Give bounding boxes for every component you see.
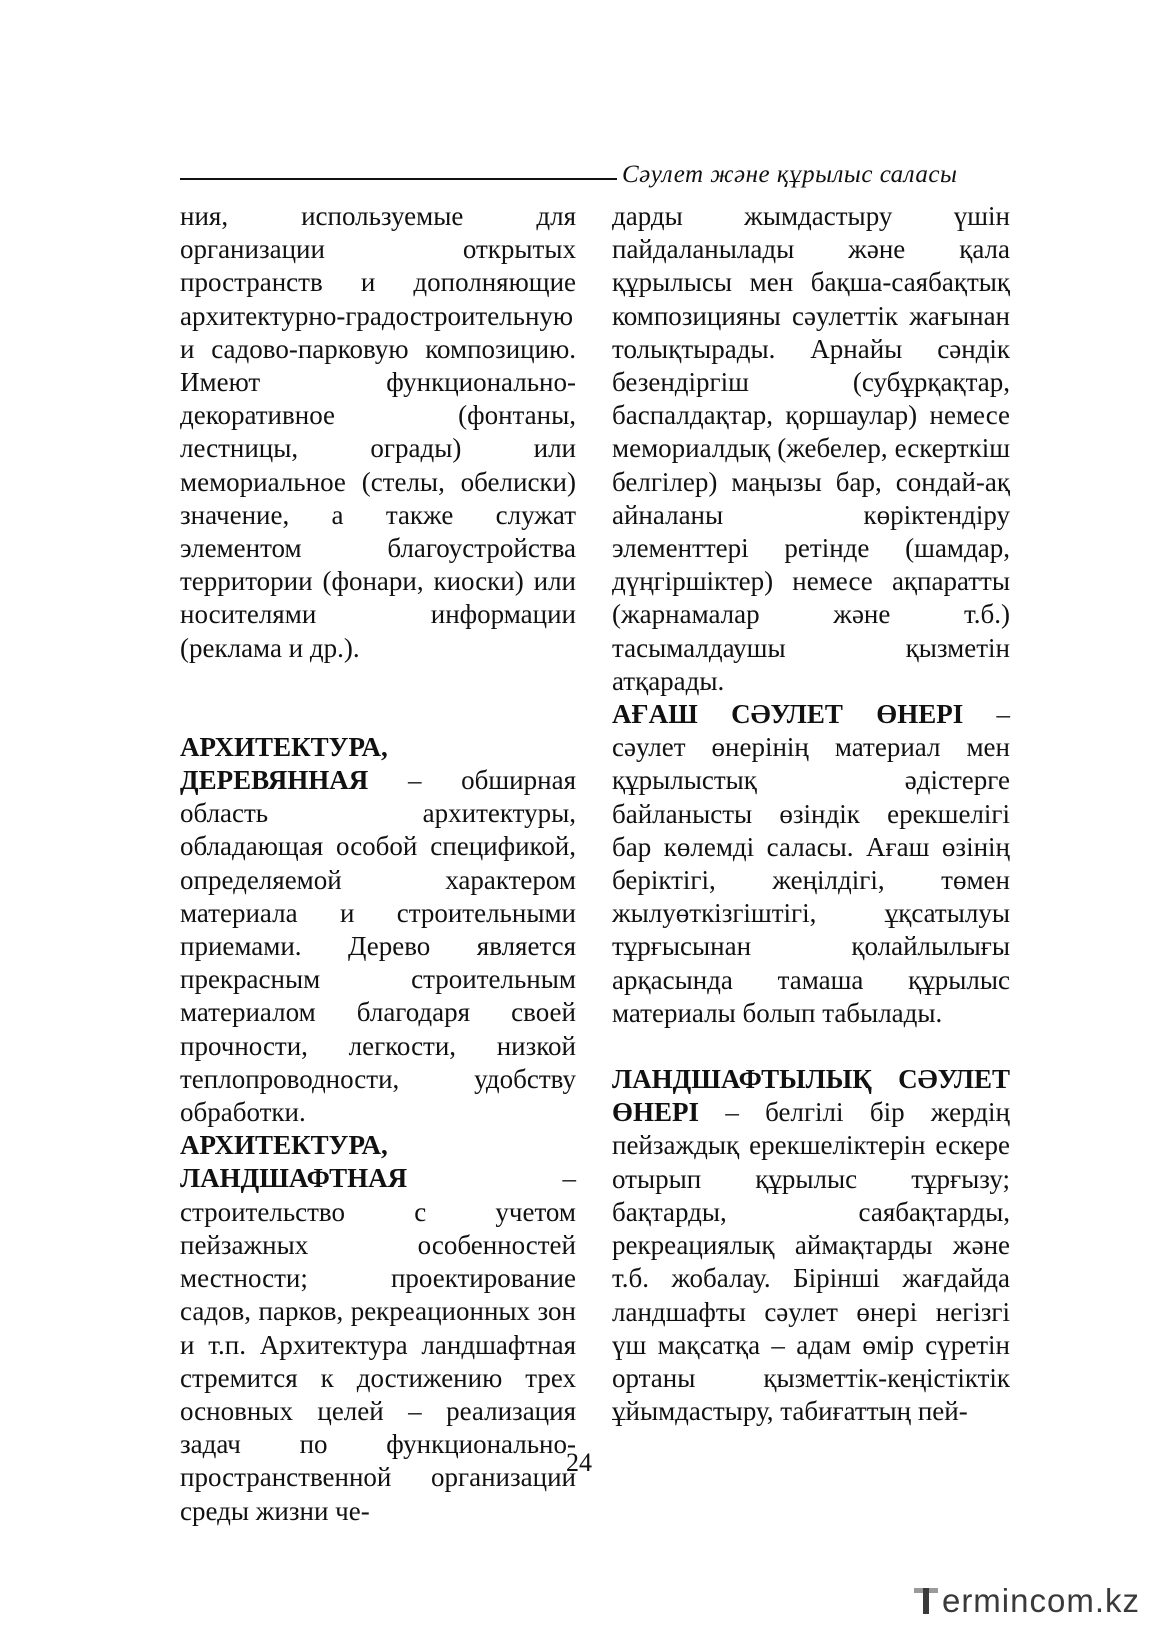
watermark-logo-icon	[914, 1586, 938, 1616]
entry-term: ЛАНДШАФТЫЛЫҚ СӘУЛЕТ ӨНЕРІ	[612, 1064, 1010, 1128]
entry-term: АРХИТЕКТУРА, ЛАНДШАФТНАЯ	[180, 1130, 408, 1194]
page-number: 24	[566, 1448, 592, 1477]
dictionary-entry-wooden-architecture	[180, 731, 576, 1129]
dictionary-entry-landscape-architecture-kz	[612, 1063, 1010, 1428]
watermark-text: ermincom.kz	[941, 1582, 1140, 1619]
entry-definition: – белгілі бір жердің пейзаждық ерекшеліктерін ескере отырып құрылыс тұрғызу; бақтарды, саябақтарды, рекреациялық аймақтарды және т.б. жобалау. Бірінші жағдайда ландшафты сәулет өнері негізгі үш мақсатқа – адам өмір сүретін ортаны қызметтік-кеңістіктік ұйымдастыру, табиғаттың пей-	[612, 1097, 1010, 1427]
entry-definition: – обширная область архитектуры, обладающая особой спецификой, определяемой характером материала и строительными приемами. Дерево является прекрасным строительным материалом благодаря своей прочности, легкости, низкой теплопроводности, удобству обработки.	[180, 765, 576, 1128]
continued-paragraph: ния, используемые для организации открытых пространств и дополняющие архитектурно-градостроительную и садово-парковую композицию. Имеют функционально-декоративное (фонтаны, лестницы, ограды) или мемориальное (стелы, обелиски) значение, а также служат элементом благоустройства территории (фонари, киоски) или носителями информации (реклама и др.).	[180, 201, 576, 663]
running-header-title: Сәулет және құрылыс саласы	[622, 161, 958, 188]
right-column-kazakh	[612, 200, 1010, 1428]
entry-definition: – строительство с учетом пейзажных особенностей местности; проектирование садов, парков, рекреационных зон и т.п. Архитектура ландшафтная стремится к достижению трех основных целей – реализация задач по функционально-пространственной организации среды жизни че-	[180, 1163, 576, 1526]
header-rule	[180, 178, 617, 180]
entry-term: АҒАШ СӘУЛЕТ ӨНЕРІ	[612, 699, 964, 730]
left-column-russian	[180, 200, 576, 1528]
entry-term: АРХИТЕКТУРА, ДЕРЕВЯННАЯ	[180, 731, 388, 796]
entry-definition: – сәулет өнерінің материал мен құрылыстық әдістерге байланысты өзіндік ерекшелігі бар көлемді саласы. Ағаш өзінің беріктігі, жеңілдігі, төмен жылуөткізгіштігі, ұқсатылуы тұрғысынан қолайлылығы арқасында тамаша құрылыс материалы болып табылады.	[612, 699, 1010, 1028]
continued-paragraph: дарды жымдастыру үшін пайдаланылады және қала құрылысы мен бақша-саябақтық композицияны сәулеттік жағынан толықтырады. Арнайы сәндік безендіргіш (субұрқақтар, баспалдақтар, қоршаулар) немесе мемориалдық (жебелер, ескерткіш белгілер) маңызы бар, сондай-ақ айналаны көріктендіру элементтері ретінде (шамдар, дүңгіршіктер) немесе ақпаратты (жарнамалар және т.б.) тасымалдаушы қызметін атқарады.	[612, 201, 1010, 696]
site-watermark	[914, 1581, 1140, 1621]
dictionary-entry-wooden-architecture-kz	[612, 698, 1010, 1030]
